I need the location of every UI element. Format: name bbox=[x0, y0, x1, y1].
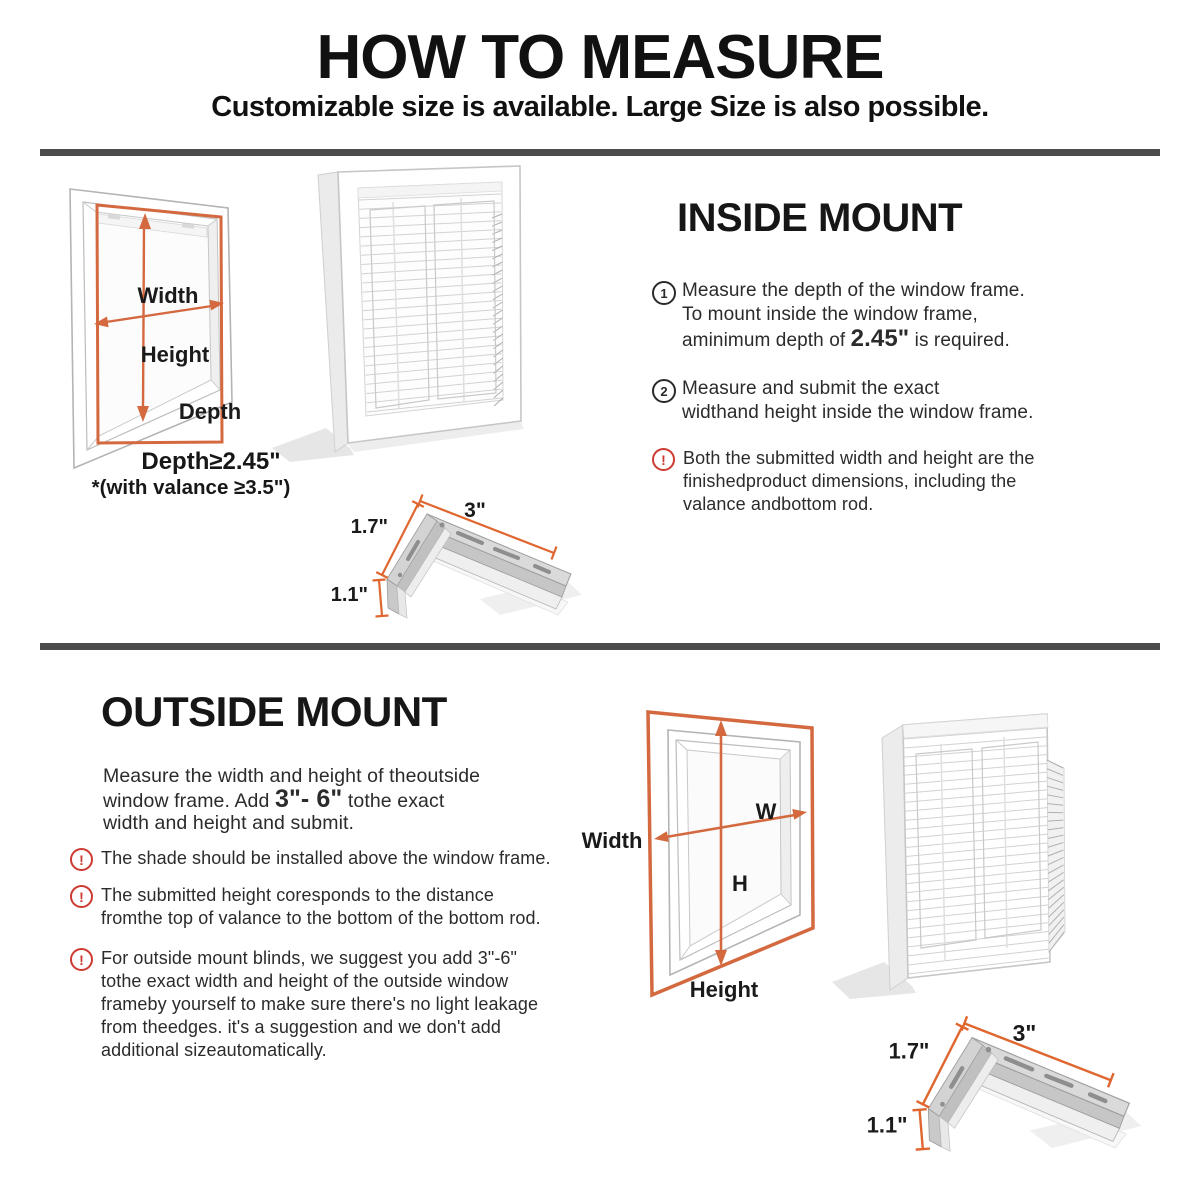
divider-top bbox=[40, 149, 1160, 156]
outside-note-2 bbox=[70, 884, 541, 930]
note-text-line: Both the submitted width and height are the bbox=[683, 448, 1035, 468]
note-text-line: tothe exact width and height of the outside window bbox=[101, 971, 509, 991]
height-label: Height bbox=[689, 977, 759, 1002]
outside-note-1 bbox=[70, 847, 551, 871]
width-label: Width bbox=[137, 283, 199, 308]
bracket-dim-lip: 1.1" bbox=[866, 1112, 908, 1138]
outside-mount-heading: OUTSIDE MOUNT bbox=[101, 688, 447, 735]
intro-line: width and height and submit. bbox=[103, 812, 355, 834]
step-text-line: Measure the depth of the window frame. bbox=[682, 280, 1025, 301]
warning-icon: ! bbox=[70, 848, 93, 871]
intro-line: window frame. Add 3"- 6" tothe exact bbox=[103, 784, 445, 813]
outside-mount-blinds-image bbox=[856, 690, 1172, 1002]
page-subtitle: Customizable size is available. Large Size is also possible. bbox=[211, 91, 989, 123]
note-text-line: finishedproduct dimensions, including the bbox=[683, 471, 1017, 491]
note-text-line: fromthe top of valance to the bottom of the bottom rod. bbox=[101, 908, 541, 928]
outside-mount-window-diagram bbox=[581, 690, 840, 1022]
width-label: Width bbox=[581, 828, 643, 853]
warning-icon: ! bbox=[652, 448, 675, 471]
bracket-dim-long: 3" bbox=[1012, 1019, 1037, 1046]
intro-line: Measure the width and height of theoutside bbox=[103, 765, 481, 787]
warning-icon: ! bbox=[70, 948, 93, 971]
bracket-dim-short: 1.7" bbox=[888, 1038, 930, 1064]
outside-mount-bracket-image bbox=[866, 1008, 1172, 1194]
outside-intro bbox=[103, 765, 480, 835]
bracket-dim-long: 3" bbox=[464, 499, 486, 522]
height-label: Height bbox=[140, 342, 210, 367]
step-1-icon: 1 bbox=[652, 281, 676, 305]
step-text-line: widthand height inside the window frame. bbox=[682, 402, 1034, 423]
depth-label: Depth bbox=[178, 399, 242, 424]
note-text-line: from theedges. it's a suggestion and we don't add bbox=[101, 1017, 502, 1037]
note-text-line: The shade should be installed above the window frame. bbox=[101, 848, 551, 868]
bracket-dim-short: 1.7" bbox=[350, 516, 388, 538]
w-label: W bbox=[755, 799, 777, 824]
inside-mount-bracket-image bbox=[330, 487, 610, 657]
note-text-line: additional sizeautomatically. bbox=[101, 1040, 327, 1060]
bracket-dim-lip: 1.1" bbox=[330, 584, 368, 606]
inside-mount-blinds-image bbox=[298, 158, 583, 474]
page-title: HOW TO MEASURE bbox=[316, 23, 884, 92]
warning-icon: ! bbox=[70, 885, 93, 908]
valance-requirement-note: *(with valance ≥3.5") bbox=[91, 476, 291, 499]
step-2-icon: 2 bbox=[652, 379, 676, 403]
note-text-line: frameby yourself to make sure there's no light leakage bbox=[101, 994, 539, 1014]
note-text-line: For outside mount blinds, we suggest you add 3"-6" bbox=[101, 948, 518, 968]
inside-step-1 bbox=[652, 279, 1025, 353]
note-text-line: The submitted height coresponds to the distance bbox=[101, 885, 494, 905]
step-text-line: To mount inside the window frame, bbox=[682, 304, 978, 325]
depth-requirement-note: Depth≥2.45" bbox=[141, 448, 281, 475]
step-text-line: Measure and submit the exact bbox=[682, 378, 940, 399]
inside-mount-heading: INSIDE MOUNT bbox=[677, 196, 963, 240]
inside-step-2 bbox=[652, 377, 1033, 425]
inside-warning-note bbox=[652, 447, 1035, 516]
step-text-line: aminimum depth of 2.45" is required. bbox=[682, 325, 1010, 352]
note-text-line: valance andbottom rod. bbox=[683, 494, 874, 514]
h-label: H bbox=[732, 871, 748, 896]
outside-note-3 bbox=[70, 947, 538, 1062]
